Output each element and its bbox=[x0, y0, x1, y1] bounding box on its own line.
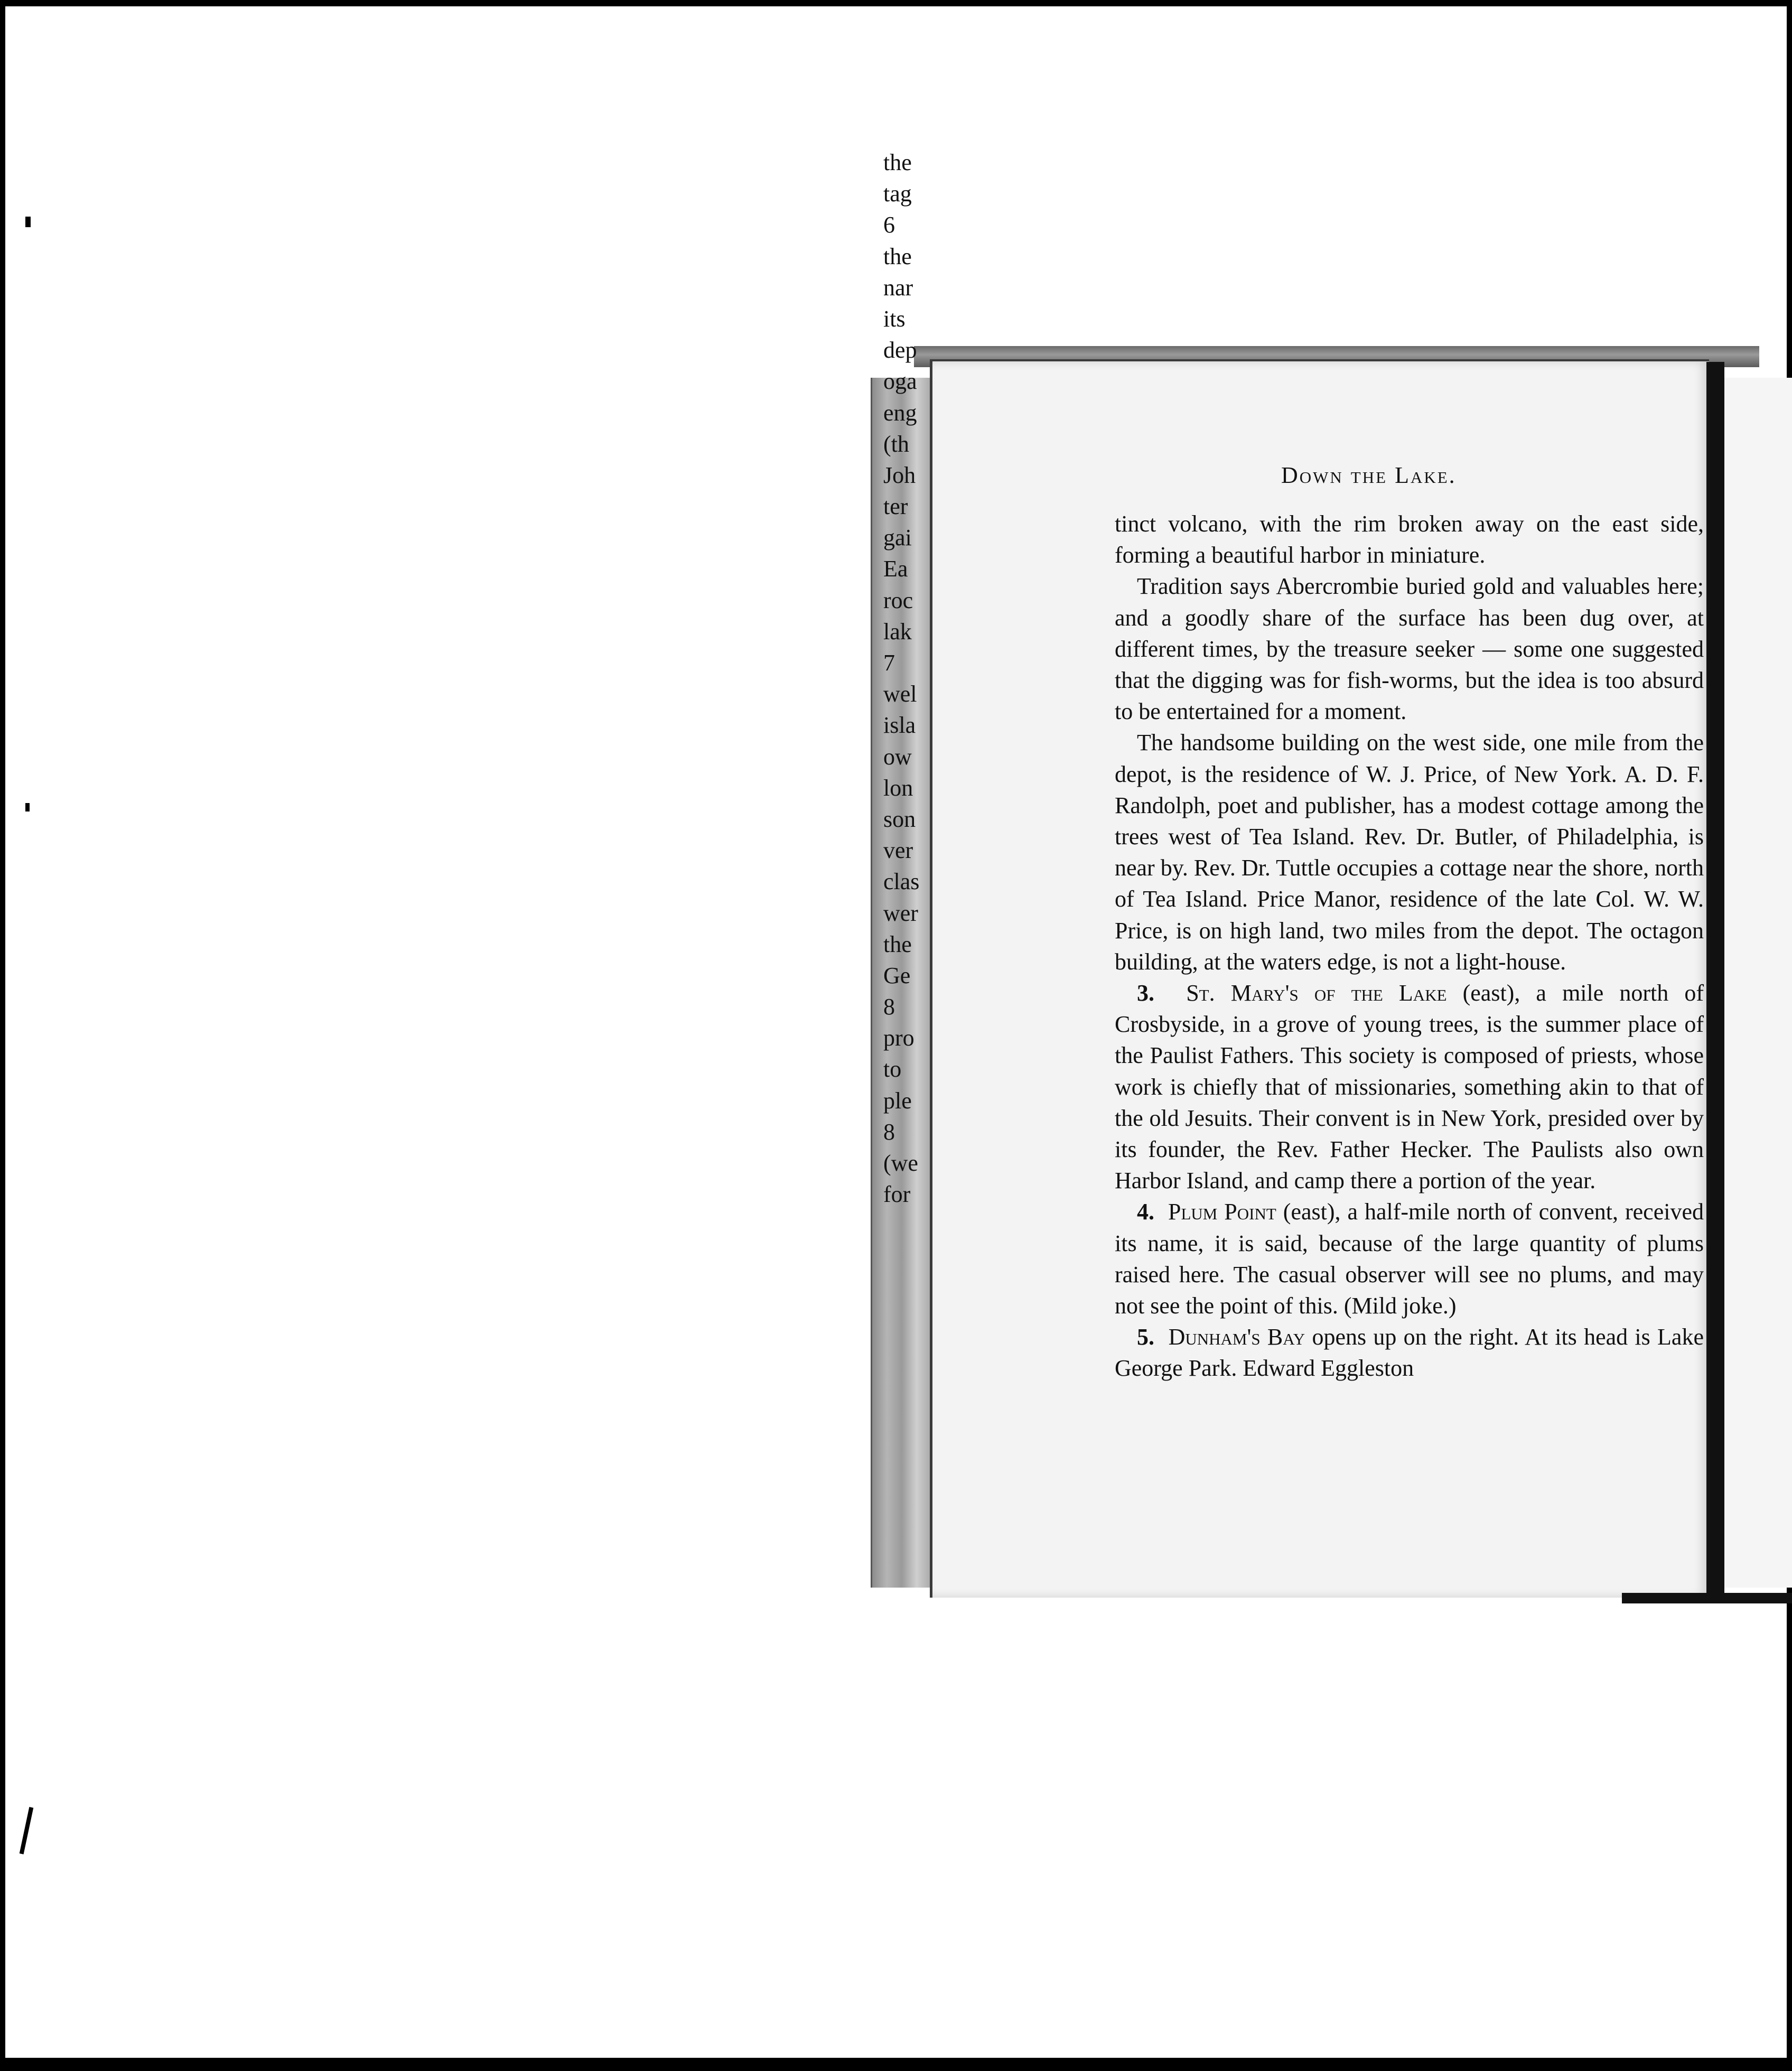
right-page-line: Joh bbox=[883, 462, 916, 488]
scan-border-left bbox=[0, 0, 5, 2071]
right-page-line: (we bbox=[883, 1150, 918, 1176]
paragraph-text: tinct volcano, with the rim broken away on the east side, forming a beautiful harbor in miniature. bbox=[1115, 511, 1704, 568]
right-page-line: clas bbox=[883, 869, 920, 895]
right-page-line: nar bbox=[883, 274, 913, 301]
right-page-line: for bbox=[883, 1181, 911, 1208]
right-page-line: ow bbox=[883, 743, 912, 770]
right-page-line: the bbox=[883, 931, 912, 957]
scan-edge-mark bbox=[25, 217, 31, 227]
item-title: Dunham's Bay bbox=[1168, 1324, 1305, 1350]
book-gutter bbox=[1706, 362, 1724, 1598]
right-page-line: 8 bbox=[883, 1118, 895, 1145]
right-page-line: gai bbox=[883, 525, 912, 551]
scan-edge-mark bbox=[25, 803, 30, 811]
paragraph-text: Tradition says Abercrombie buried gold and valuables here; and a goodly share of the surface has been dug over, at different times, by the treasure seeker — some one suggested that the digging was for fish-worms, but the idea is too absurd to be entertained for a moment. bbox=[1115, 573, 1704, 725]
right-page-line: the bbox=[883, 150, 912, 175]
paragraph bbox=[1115, 977, 1704, 1196]
right-page-line: lon bbox=[883, 775, 913, 801]
paragraph-text: The handsome building on the west side, one mile from the depot, is the residence of W. J. Price, of New York. A. D. F. Randolph, poet and publisher, has a modest cottage among the trees west of Tea Island. Rev. Dr. Butler, of Philadelphia, is near by. Rev. Dr. Tuttle occupies a cottage near the shore, north of Tea Island. Price Manor, residence of the late Col. W. W. Price, is on high land, two miles from the depot. The octagon building, at the waters edge, is not a light-house. bbox=[1115, 730, 1704, 975]
item-number: 5. bbox=[1137, 1324, 1154, 1350]
item-number: 3. bbox=[1137, 980, 1154, 1006]
paragraph-text: (east), a mile north of Crosbyside, in a grove of young trees, is the summer place of the Paulist Fathers. This society is composed of priests, whose work is chiefly that of missionaries, something akin to that of the old Jesuits. Their convent is in New York, presided over by its founder, the Rev. Father Hecker. The Paulists also own Harbor Island, and camp there a portion of the year. bbox=[1115, 980, 1704, 1194]
item-title: Plum Point bbox=[1168, 1199, 1276, 1225]
right-page-line: 8 bbox=[883, 994, 895, 1020]
right-page-line: 6 bbox=[883, 212, 895, 238]
item-title: St. Mary's of the Lake bbox=[1186, 980, 1447, 1006]
right-page-line: ver bbox=[883, 837, 913, 864]
right-page-line: oga bbox=[883, 368, 917, 395]
scan-border-top bbox=[0, 0, 1792, 6]
right-page-line: roc bbox=[883, 587, 913, 613]
right-page-line: the bbox=[883, 243, 912, 269]
page-text bbox=[1115, 508, 1704, 1384]
right-page-line: wer bbox=[883, 900, 918, 926]
right-page-line: ple bbox=[883, 1087, 912, 1114]
paragraph bbox=[1115, 727, 1704, 977]
book bbox=[866, 346, 1792, 1606]
paragraph bbox=[1115, 1321, 1704, 1384]
right-page-text bbox=[883, 147, 926, 1210]
paragraph bbox=[1115, 1196, 1704, 1321]
right-page-line: pro bbox=[883, 1025, 914, 1051]
right-page-line: dep bbox=[883, 337, 917, 363]
paragraph-text: (east), a half-mile north of convent, received its name, it is said, because of the large quantity of plums raised here. The casual observer will see no plums, and may not see the point of this. (Mild joke.) bbox=[1115, 1199, 1704, 1319]
item-number: 4. bbox=[1137, 1199, 1154, 1225]
right-page-line: 7 bbox=[883, 650, 895, 676]
running-head: Down the Lake. bbox=[1281, 462, 1457, 488]
right-page-line: isla bbox=[883, 712, 916, 739]
paragraph-text: opens up on the right. At its head is Lake George Park. Edward Eggleston bbox=[1115, 1324, 1704, 1382]
scan-border-bottom bbox=[0, 2058, 1792, 2071]
right-page-line: lak bbox=[883, 618, 912, 645]
paragraph bbox=[1115, 508, 1704, 571]
right-page-line: Ea bbox=[883, 556, 908, 582]
right-page-line: (th bbox=[883, 431, 909, 457]
right-page-line: to bbox=[883, 1056, 902, 1083]
right-page-line: Ge bbox=[883, 962, 911, 988]
paragraph bbox=[1115, 571, 1704, 727]
right-page-line: son bbox=[883, 806, 916, 832]
left-page bbox=[930, 359, 1709, 1598]
book-cover-bottom bbox=[1622, 1593, 1792, 1603]
right-page-line: tag bbox=[883, 181, 912, 207]
right-page bbox=[1724, 378, 1792, 1588]
right-page-line: ter bbox=[883, 493, 908, 520]
right-page-line: its bbox=[883, 305, 906, 332]
right-page-line: wel bbox=[883, 681, 917, 707]
right-page-line: eng bbox=[883, 399, 917, 426]
scan-edge-mark bbox=[20, 1807, 34, 1854]
